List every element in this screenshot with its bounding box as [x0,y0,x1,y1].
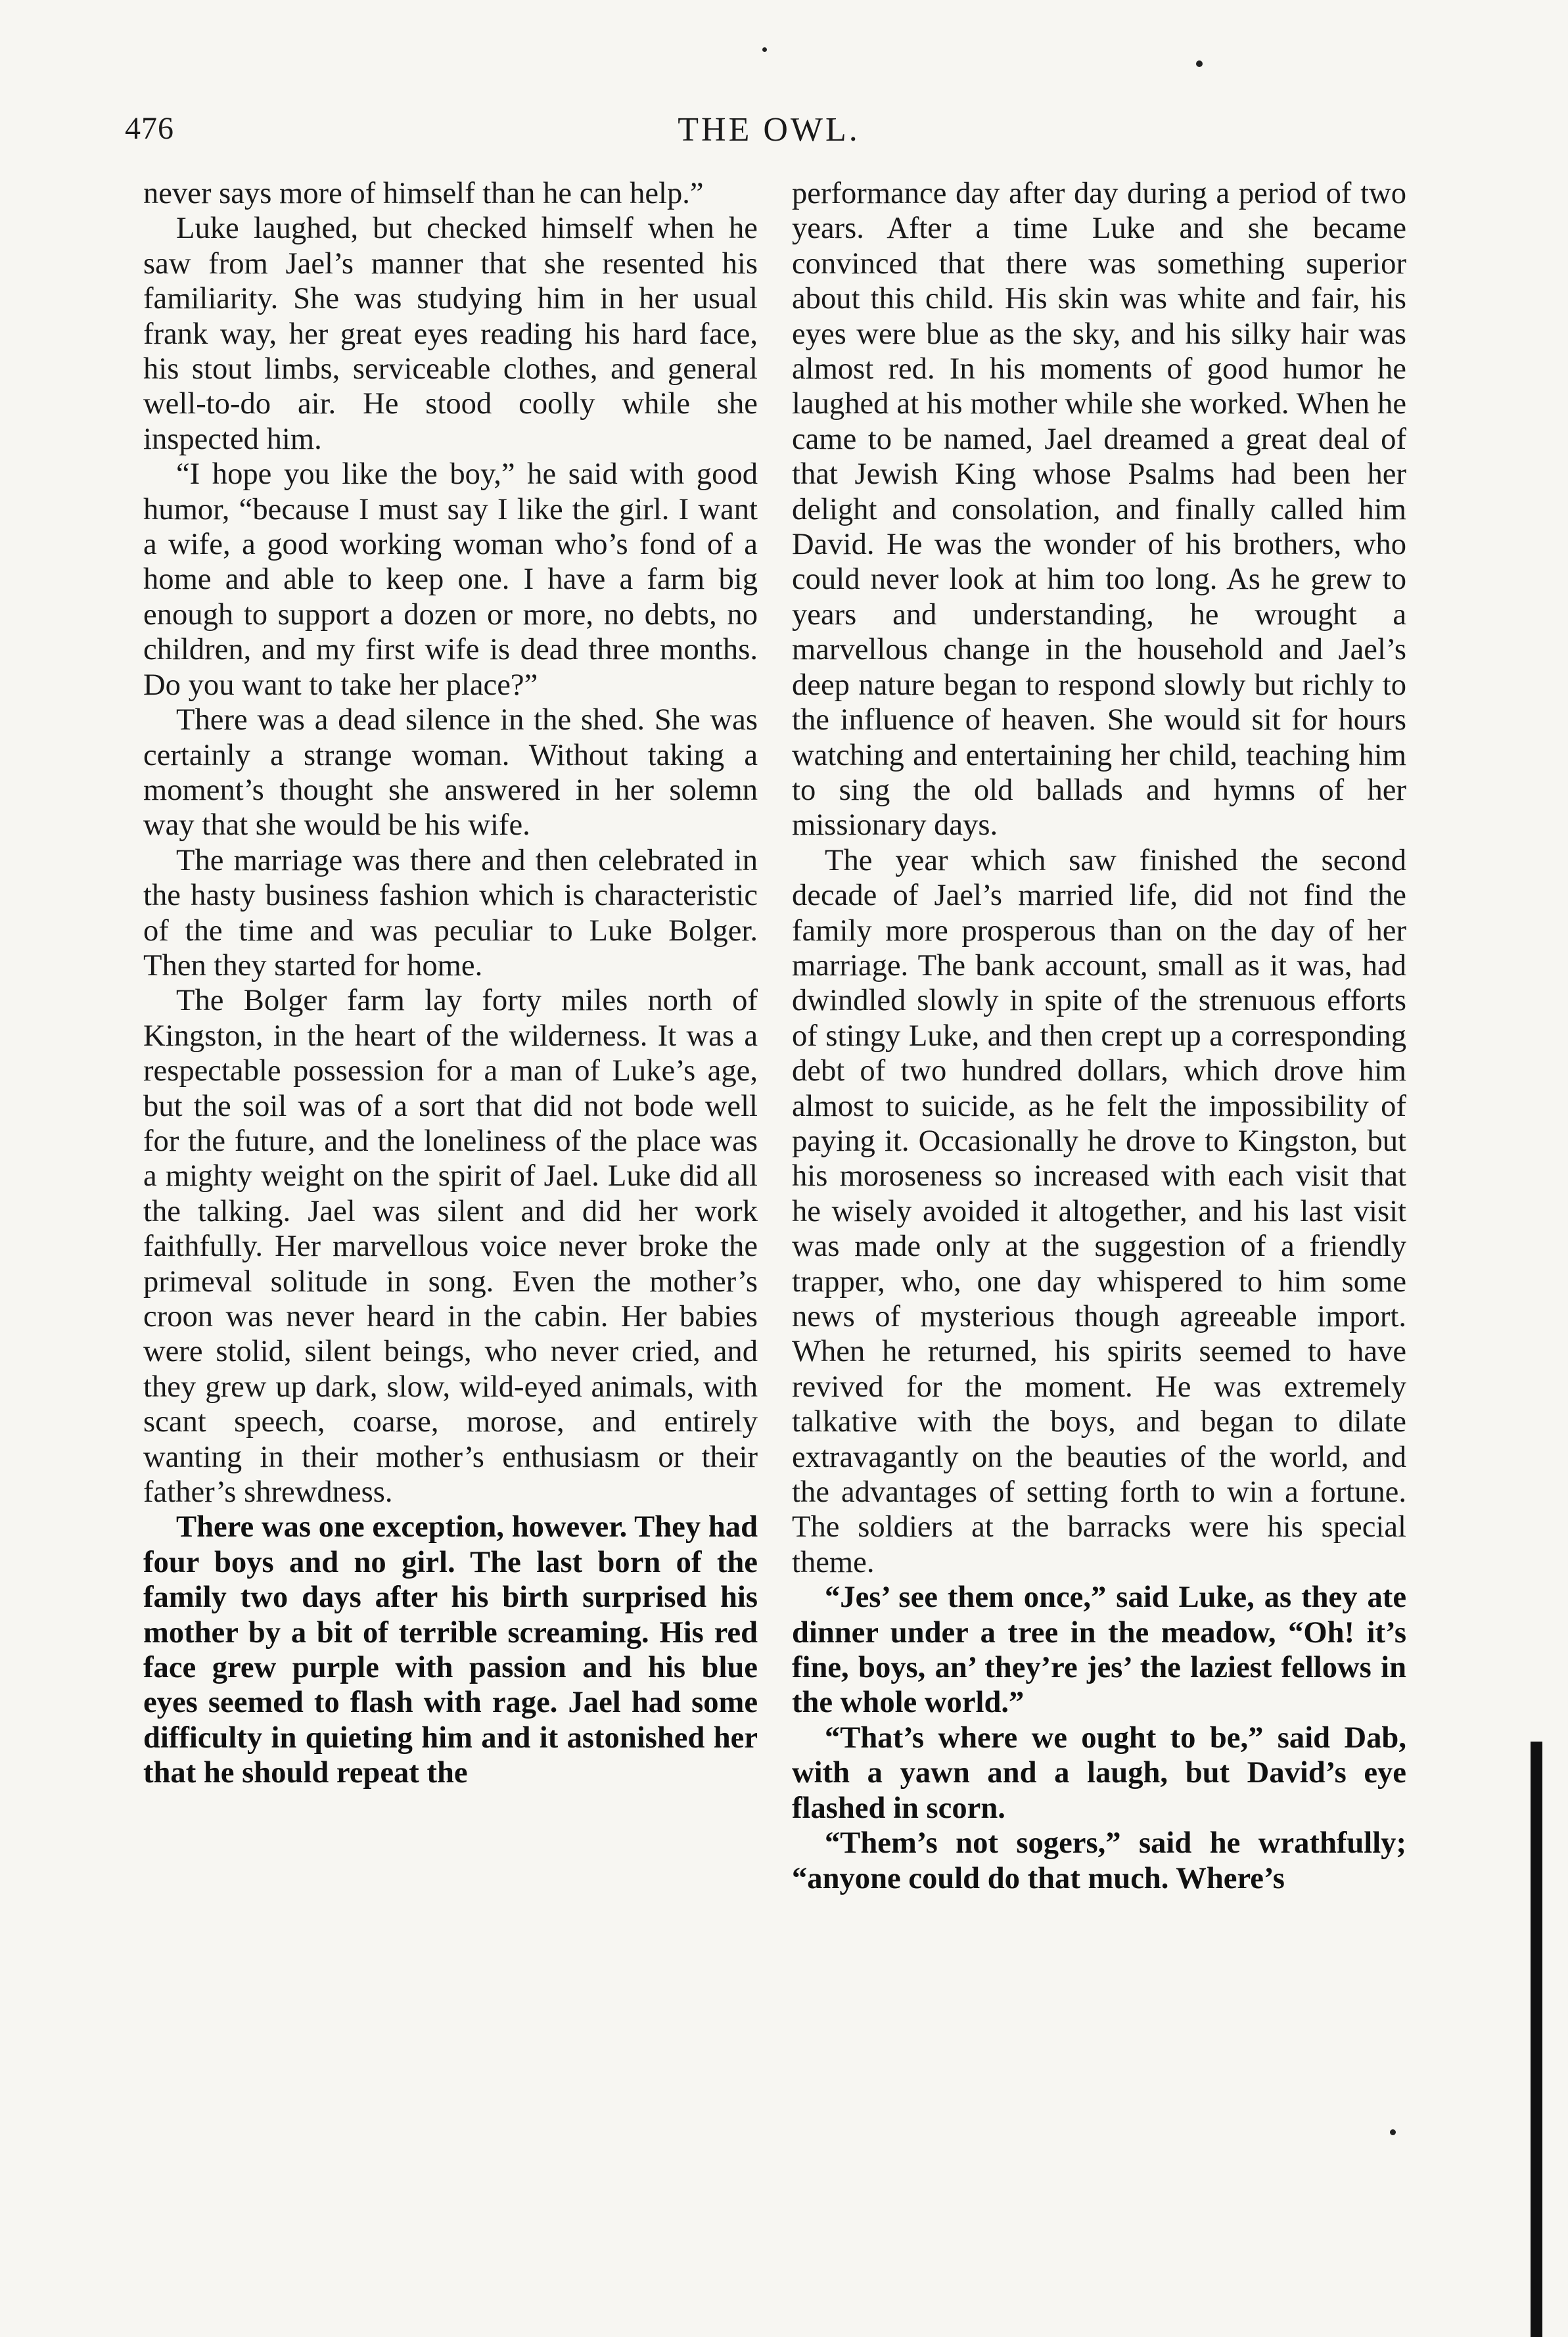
paragraph: The Bolger farm lay forty miles north of Kingston, in the heart of the wilderness. It was a respectable possession for a man of Luke’s age, but the soil was of a sort that did not bode well for the future, and the loneliness of the place was a mighty weight on the spirit of Jael. Luke did all the talking. Jael was silent and did her work faithfully. Her marvellous voice never broke the primeval solitude in song. Even the mother’s croon was never heard in the cabin. Her babies were stolid, silent beings, who never cried, and they grew up dark, slow, wild-eyed animals, with scant speech, coarse, morose, and entirely wanting in their mother’s enthusiasm or their father’s shrewdness. [143,983,758,1510]
paragraph: Luke laughed, but checked himself when he saw from Jael’s manner that she resented his familiarity. She was studying him in her usual frank way, her great eyes reading his hard face, his stout limbs, serviceable clothes, and general well-to-do air. He stood coolly while she inspected him. [143,211,758,456]
scan-speck [1196,60,1203,67]
paragraph: There was one exception, however. They had four boys and no girl. The last born of the family two days after his birth surprised his mother by a bit of terrible screaming. His red face grew purple with passion and his blue eyes seemed to flash with rage. Jael had some difficulty in quieting him and it astonished her that he should repeat the [143,1510,758,1790]
paragraph: “Jes’ see them once,” said Luke, as they ate dinner under a tree in the meadow, “Oh! it’s fine, boys, an’ they’re jes’ the laziest fellows in the whole world.” [792,1580,1406,1720]
running-title: THE OWL. [678,111,860,149]
right-column [792,176,1406,1896]
paragraph: performance day after day during a period of two years. After a time Luke and she became convinced that there was something superior about this child. His skin was white and fair, his eyes were blue as the sky, and his silky hair was almost red. In his moments of good humor he laughed at his mother while she worked. When he came to be named, Jael dreamed a great deal of that Jewish King whose Psalms had been her delight and consolation, and finally called him David. He was the wonder of his brothers, who could never look at him too long. As he grew to years and understanding, he wrought a marvellous change in the household and Jael’s deep nature began to respond slowly but richly to the influence of heaven. She would sit for hours watching and entertaining her child, teaching him to sing the old ballads and hymns of her missionary days. [792,176,1406,843]
paragraph: never says more of himself than he can help.” [143,176,704,210]
page-edge-shadow [1531,1742,1542,2337]
left-column [143,176,758,1791]
page-header [125,110,1413,163]
paragraph: “I hope you like the boy,” he said with good humor, “because I must say I like the girl. I want a wife, a good working woman who’s fond of a home and able to keep one. I have a farm big enough to support a dozen or more, no debts, no children, and my first wife is dead three months. Do you want to take her place?” [143,457,758,702]
paragraph: “Them’s not sogers,” said he wrathfully; “anyone could do that much. Where’s [792,1826,1406,1895]
scan-speck [762,47,767,52]
paragraph: The year which saw finished the second decade of Jael’s married life, did not find the family more prosperous than on the day of her marriage. The bank account, small as it was, had dwindled slowly in spite of the strenuous efforts of stingy Luke, and then crept up a corresponding debt of two hundred dollars, which drove him almost to suicide, as he felt the impossibility of paying it. Occasionally he drove to Kingston, but his moroseness so increased with each visit that he wisely avoided it altogether, and his last visit was made only at the suggestion of a friendly trapper, who, one day whispered to him some news of mysterious though agreeable import. When he returned, his spirits seemed to have revived for the moment. He was extremely talkative with the boys, and began to dilate extravagantly on the beauties of the world, and the advantages of setting forth to win a fortune. The soldiers at the barracks were his special theme. [792,843,1406,1579]
scan-speck [1390,2129,1396,2135]
page-number: 476 [125,111,174,146]
paragraph: There was a dead silence in the shed. She was certainly a strange woman. Without taking a moment’s thought she answered in her solemn way that she would be his wife. [143,703,758,843]
paragraph: “That’s where we ought to be,” said Dab, with a yawn and a laugh, but David’s eye flashed in scorn. [792,1720,1406,1825]
paragraph: The marriage was there and then celebrated in the hasty business fashion which is characteristic of the time and was peculiar to Luke Bolger. Then they started for home. [143,843,758,983]
